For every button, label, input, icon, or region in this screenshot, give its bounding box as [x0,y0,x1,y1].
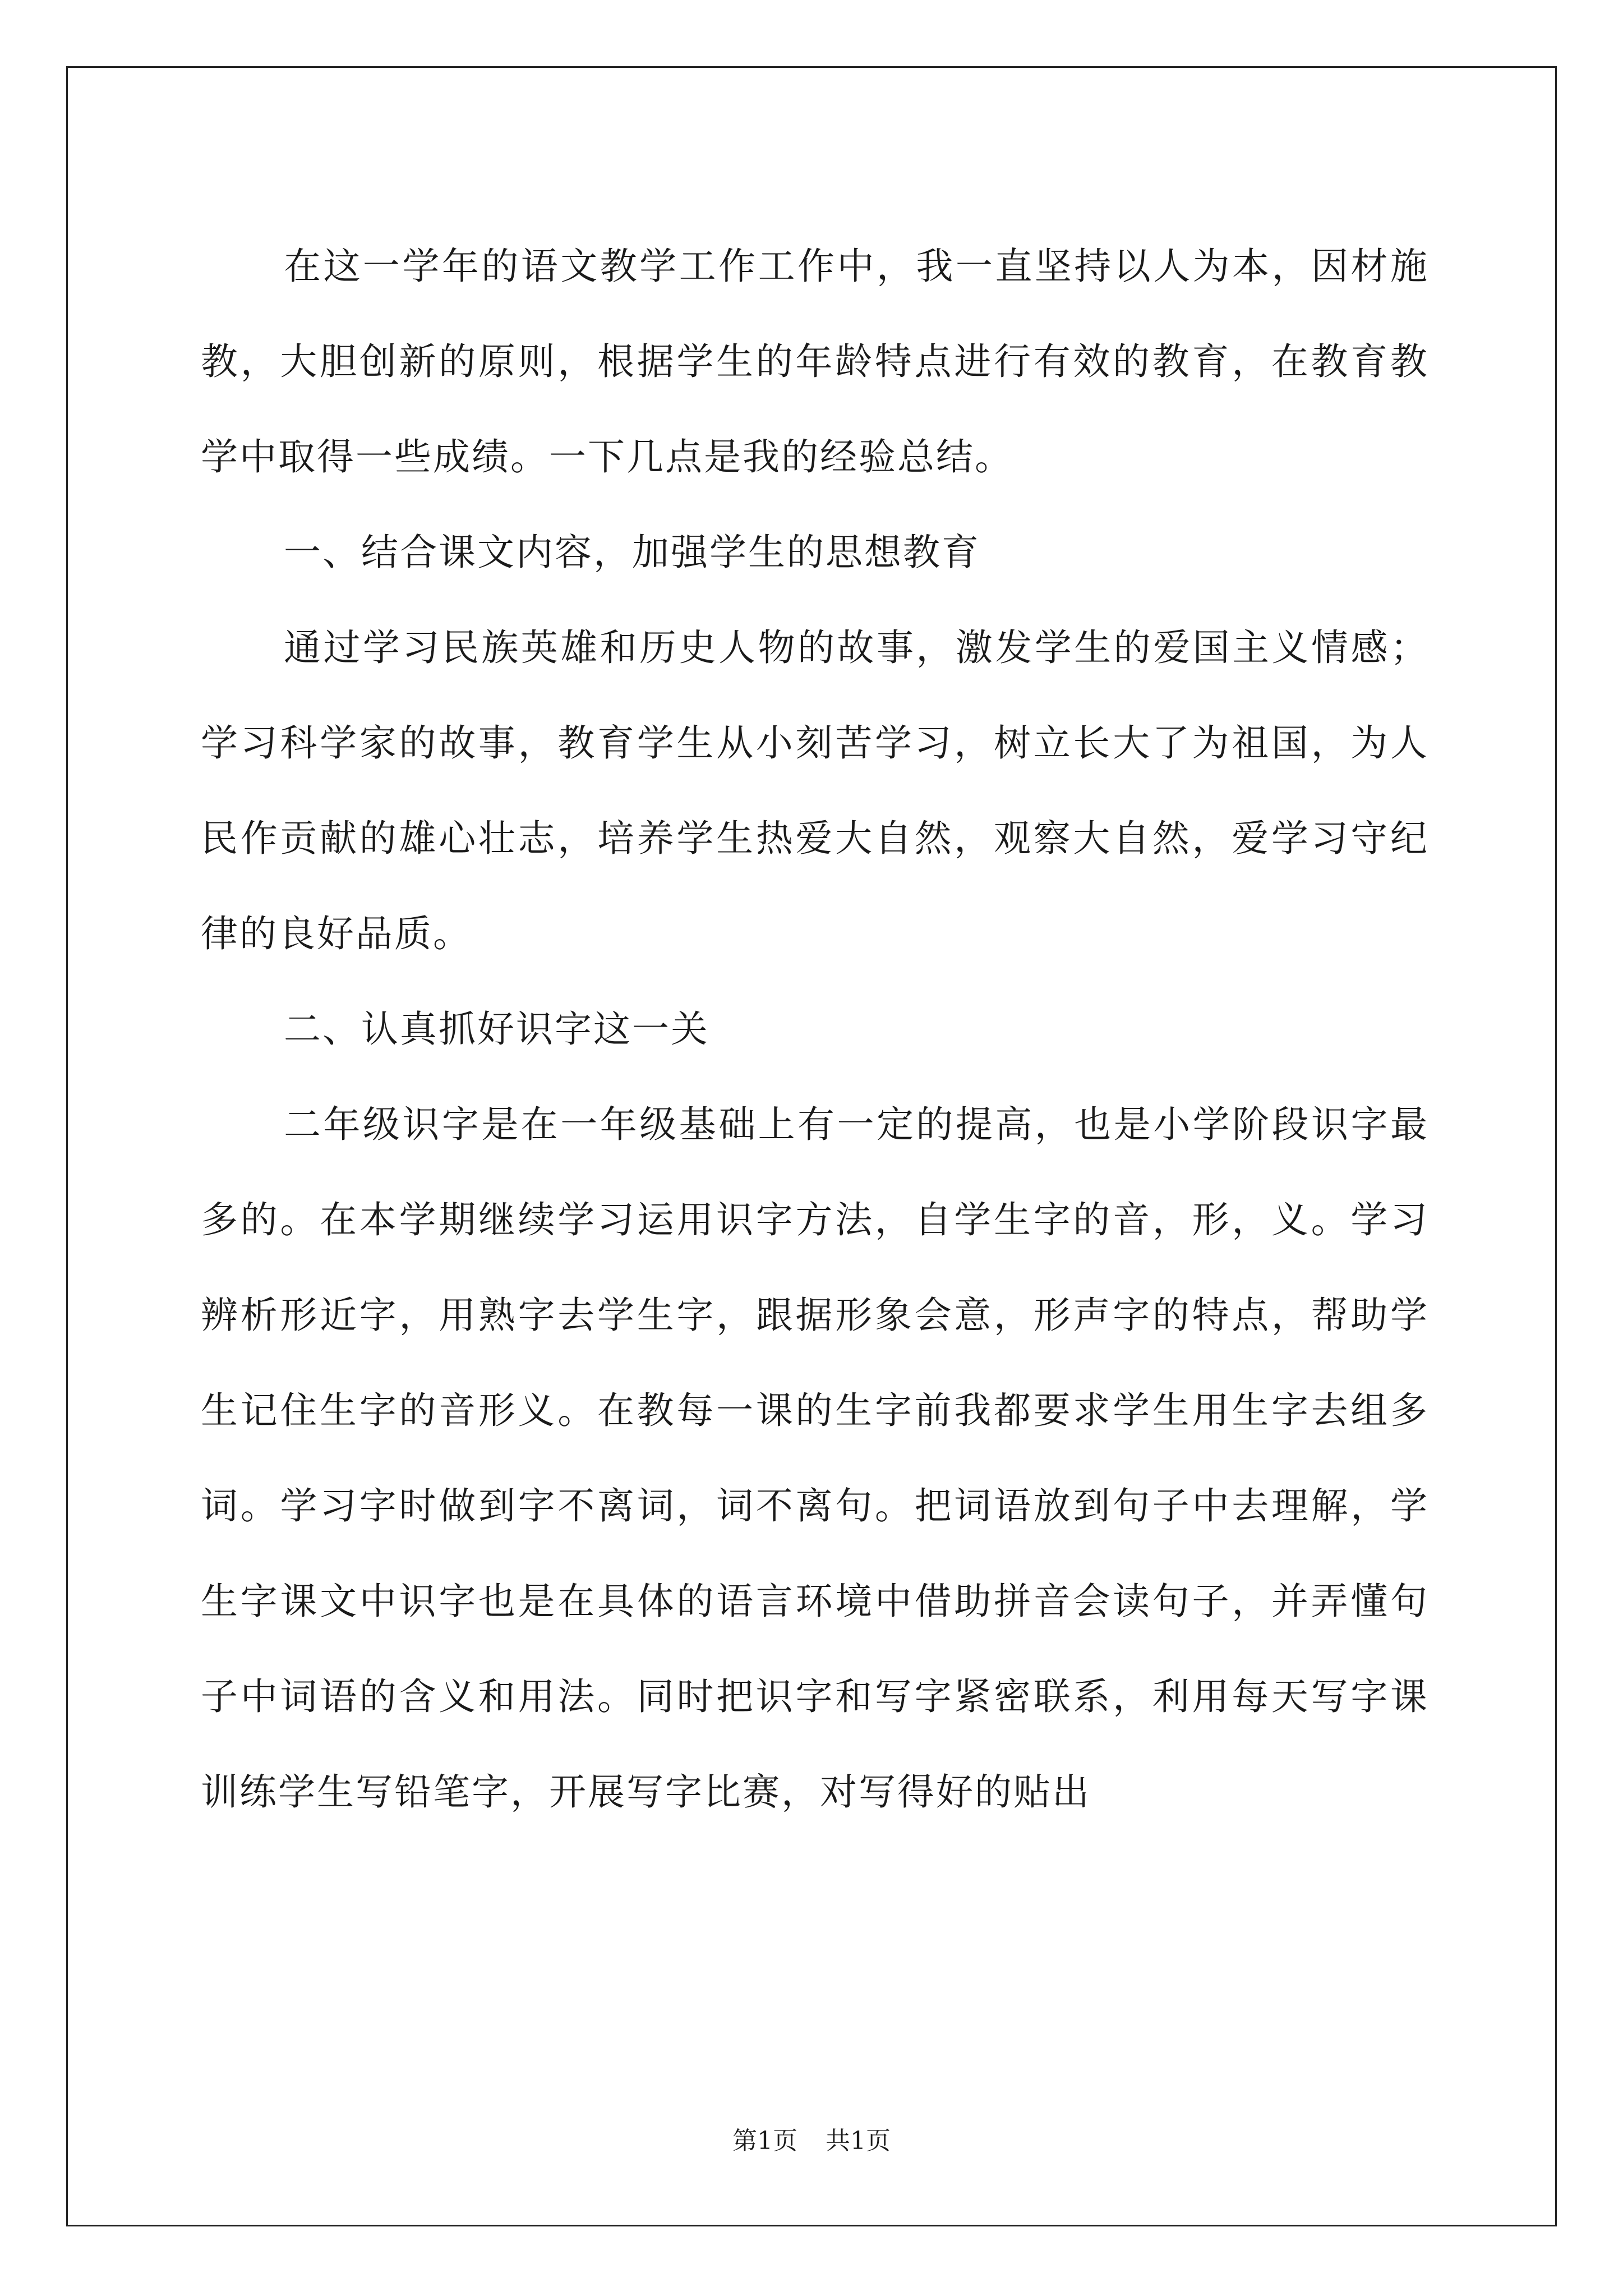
page-footer [0,2120,1623,2156]
section-heading-1: 一、结合课文内容，加强学生的思想教育 [284,531,980,574]
section-heading-2: 二、认真抓好识字这一关 [284,1007,709,1051]
paragraph-section-2: 二年级识字是在一年级基础上有一定的提高，也是小学阶段识字最多的。在本学期继续学习运用识字方法，自学生字的音，形，义。学习辨析形近字，用熟字去学生字，跟据形象会意，形声字的特点，帮助学生记住生字的音形义。在教每一课的生字前我都要求学生用生字去组多词。学习字时做到字不离词，词不离句。把词语放到句子中去理解，学生字课文中识字也是在具体的语言环境中借助拼音会读句子，并弄懂句子中词语的含义和用法。同时把识字和写字紧密联系，利用每天写字课训练学生写铅笔字，开展写字比赛，对写得好的贴出 [201,1103,1429,1814]
document-body [201,219,1429,1840]
page-total: 共1页 [826,2127,891,2155]
page-number: 第1页 [732,2127,797,2155]
paragraph-section-1: 通过学习民族英雄和历史人物的故事，激发学生的爱国主义情感；学习科学家的故事，教育学生从小刻苦学习，树立长大了为祖国，为人民作贡献的雄心壮志，培养学生热爱大自然，观察大自然，爱学习守纪律的良好品质。 [201,626,1429,955]
paragraph-intro: 在这一学年的语文教学工作工作中，我一直坚持以人为本，因材施教，大胆创新的原则，根据学生的年龄特点进行有效的教育，在教育教学中取得一些成绩。一下几点是我的经验总结。 [201,245,1429,478]
